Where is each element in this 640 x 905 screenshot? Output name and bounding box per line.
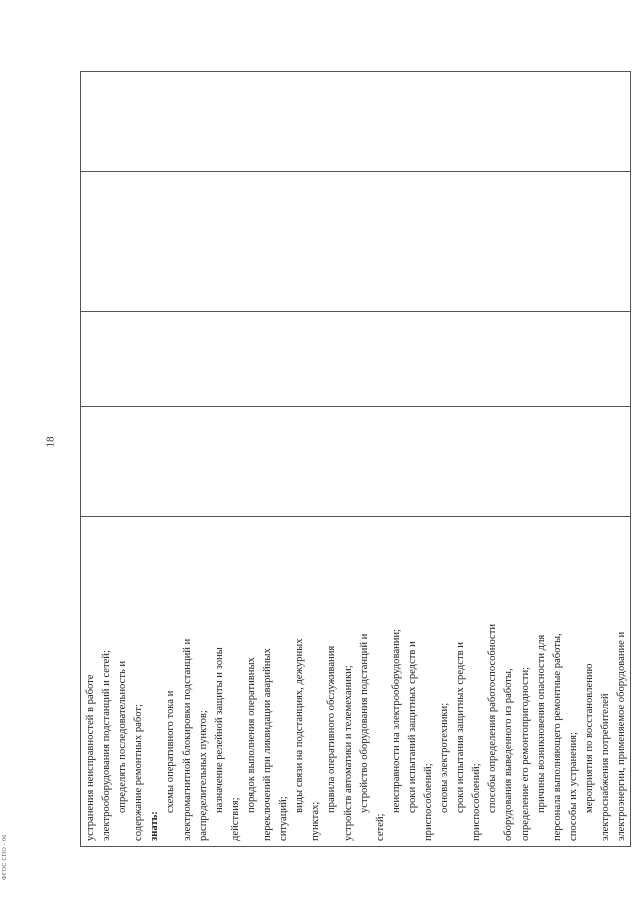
content-line: порядок выполнения оперативных [245,657,257,813]
content-line: назначение релейной защиты и зоны [213,647,225,813]
content-line: мероприятия по восстановлению [583,663,595,813]
content-line: электрооборудования подстанций и сетей; [101,650,113,841]
rotated-table-wrapper [80,72,628,847]
empty-cell-d [81,172,631,312]
content-line: устройств автоматики и телемеханики; [342,665,354,841]
content-line: определять последовательность и [117,660,129,813]
empty-cell-e [81,72,631,172]
content-line: способы определения работоспособности [487,623,499,813]
page-number: 18 [44,436,57,448]
content-line: сроки испытания защитных средств и [455,642,467,813]
content-line: знать: [149,811,161,841]
content-line: ситуаций; [278,796,290,841]
content-line: действия; [229,797,241,841]
content-line: причины возникновения опасности для [535,634,547,813]
document-stage [80,72,628,847]
content-line: переключений при ликвидации аварийных [262,648,274,841]
competency-table [80,71,631,847]
content-line: распределительных пунктов; [197,710,209,841]
content-line: основы электротехники; [439,702,451,813]
content-line: определение его ремонтопригодности; [519,666,531,841]
table-row [81,72,631,847]
footer-code: ФГОС СПО - 06 [2,834,8,880]
content-cell [81,517,631,847]
content-line: сетей; [374,813,386,841]
content-line: приспособлений; [471,763,483,841]
empty-cell-c [81,312,631,407]
content-line: электроснабжения потребителей [600,693,611,841]
empty-cell-b [81,407,631,517]
content-line: устройство оборудования подстанций и [358,633,370,813]
content-line: электромагнитной блокировки подстанций и [181,638,193,841]
content-line: персонала выполняющего ремонтные работы, [551,633,563,841]
content-line: устранения неисправностей в работе [85,674,96,841]
content-line: виды связи на подстанциях, дежурных [294,638,306,813]
content-line: пунктах; [310,801,322,841]
content-line: оборудования выведенного из работы, [503,668,515,841]
content-line: схемы оперативного тока и [165,690,177,813]
content-line: неисправности на электрооборудовании; [390,629,402,813]
content-lines [83,520,630,841]
content-line: правила оперативного обслуживания [326,645,338,813]
content-line: сроки испытаний защитных средств и [406,641,418,813]
content-line: приспособлений; [422,763,434,841]
content-line: содержание ремонтных работ; [133,704,145,841]
content-line: способы их устранения; [567,732,579,841]
content-line: электроэнергии, применяемое оборудование и [616,631,628,841]
